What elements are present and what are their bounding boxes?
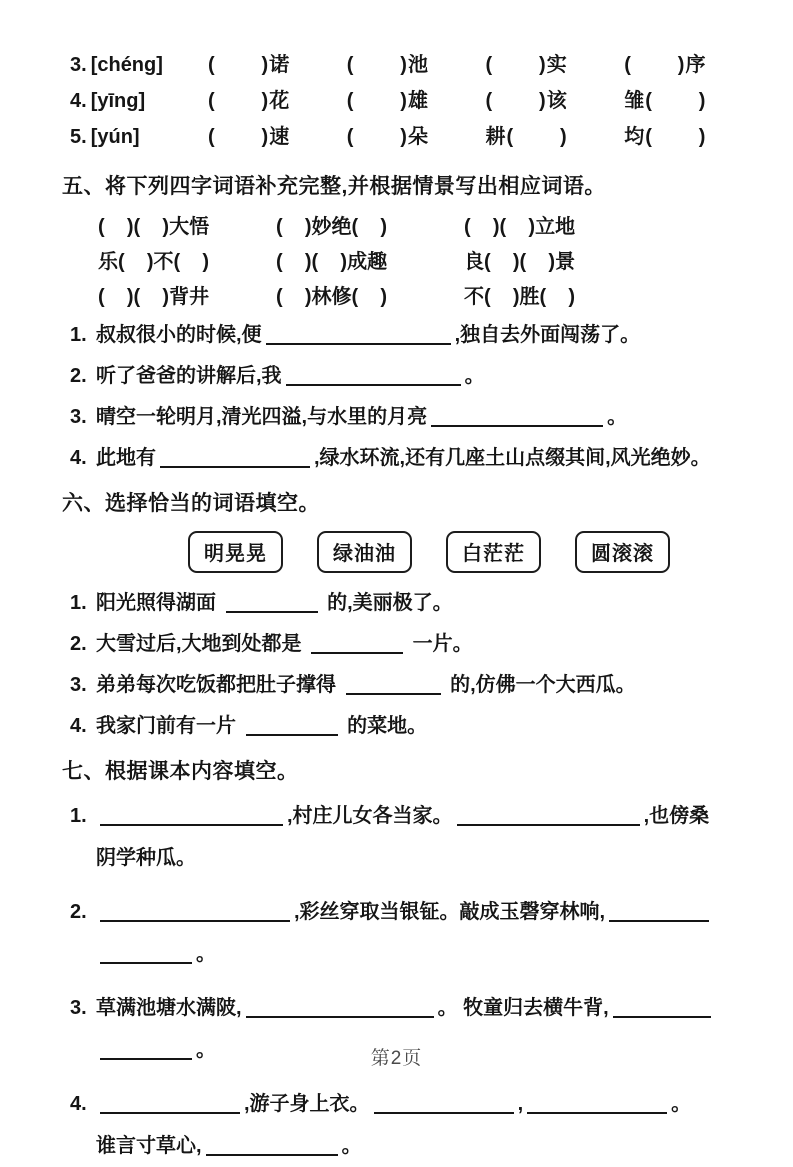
sentence-item	[70, 630, 763, 659]
pinyin-section	[70, 48, 763, 156]
sentence-body	[96, 403, 763, 432]
sentence-item	[70, 589, 763, 618]
text-segment: 阴学种瓜。	[96, 847, 196, 869]
char-blank-group[interactable]: ( )池	[346, 54, 429, 76]
answer-blank[interactable]	[374, 1110, 514, 1114]
item-number: 2.	[70, 633, 87, 655]
text-segment: 。	[196, 943, 216, 965]
text-segment: ,彩丝穿取当银钲。敲成玉磬穿林响,	[294, 901, 606, 923]
char-blank-group[interactable]: ( )速	[208, 126, 291, 148]
idiom-blank[interactable]: ( )林修( )	[276, 286, 388, 308]
item-number: 1.	[70, 805, 87, 827]
text-segment: ,游子身上衣。	[244, 1093, 370, 1115]
word-bank-option: 绿油油	[317, 531, 412, 573]
answer-blank[interactable]	[100, 918, 290, 922]
word-bank	[188, 531, 763, 573]
section-5-title: 五、将下列四字词语补充完整,并根据情景写出相应词语。	[62, 175, 606, 198]
idiom-row	[98, 245, 763, 280]
pinyin-row-4	[70, 84, 763, 120]
pinyin-label: [yún]	[90, 126, 140, 148]
answer-blank[interactable]	[266, 341, 451, 345]
sentence-item	[70, 362, 763, 391]
section-6	[62, 487, 763, 741]
sentence-item	[70, 321, 763, 350]
answer-blank[interactable]	[160, 464, 310, 468]
section-7-title: 七、根据课本内容填空。	[62, 760, 299, 783]
sentence-item	[70, 712, 763, 741]
sentence-item	[70, 403, 763, 432]
sentence-item	[70, 891, 763, 975]
item-number: 4.	[70, 447, 87, 469]
text-segment: 。	[607, 406, 628, 428]
text-segment: ,独自去外面闯荡了。	[454, 324, 641, 346]
item-number: 4.	[70, 715, 87, 737]
item-number: 3.	[70, 54, 87, 76]
word-bank-option: 白茫茫	[446, 531, 541, 573]
item-number: 1.	[70, 324, 87, 346]
sentence-item	[70, 671, 763, 700]
answer-blank[interactable]	[457, 822, 640, 826]
text-segment: ,也傍桑	[643, 805, 710, 827]
text-segment: 我家门前有一片	[96, 715, 242, 737]
text-segment: 。	[464, 365, 485, 387]
sentence-body	[96, 589, 763, 618]
sentence-body	[96, 444, 763, 473]
sentence-body	[96, 630, 763, 659]
idiom-row	[98, 280, 763, 315]
answer-blank[interactable]	[346, 691, 441, 695]
text-segment: 大雪过后,大地到处都是	[96, 633, 308, 655]
pinyin-label: [yīng]	[90, 90, 146, 112]
item-number: 3.	[70, 997, 87, 1019]
text-segment: 。 牧童归去横牛背,	[437, 997, 609, 1019]
answer-blank[interactable]	[100, 960, 192, 964]
idiom-row	[98, 210, 763, 245]
text-segment: 此地有	[96, 447, 156, 469]
sentence-item	[70, 444, 763, 473]
answer-blank[interactable]	[246, 732, 338, 736]
section-5	[62, 170, 763, 473]
sentence-body	[96, 321, 763, 350]
text-segment: ,绿水环流,还有几座土山点缀其间,风光绝妙。	[314, 447, 711, 469]
idiom-blank[interactable]: ( )( )大悟	[98, 216, 210, 238]
text-segment: 一片。	[407, 633, 473, 655]
char-blank-group[interactable]: 均( )	[624, 126, 707, 148]
item-number: 3.	[70, 406, 87, 428]
char-blank-group[interactable]: ( )雄	[346, 90, 429, 112]
item-number: 4.	[70, 1093, 87, 1115]
item-number: 4.	[70, 90, 87, 112]
text-segment: 草满池塘水满陂,	[96, 997, 242, 1019]
pinyin-row-5	[70, 120, 763, 156]
idiom-blank[interactable]: ( )( )立地	[464, 216, 576, 238]
text-segment: 晴空一轮明月,清光四溢,与水里的月亮	[96, 406, 428, 428]
answer-blank[interactable]	[431, 423, 603, 427]
answer-blank[interactable]	[527, 1110, 667, 1114]
sentence-item	[70, 795, 763, 879]
word-bank-option: 圆滚滚	[575, 531, 670, 573]
text-segment: ,	[517, 1093, 524, 1115]
item-number: 3.	[70, 674, 87, 696]
char-blank-group[interactable]: ( )该	[485, 90, 568, 112]
idiom-blank[interactable]: 良( )( )景	[464, 251, 576, 273]
text-segment: 谁言寸草心,	[96, 1135, 202, 1157]
item-number: 5.	[70, 126, 87, 148]
sentence-body	[96, 795, 763, 879]
idiom-blank[interactable]: ( )( )背井	[98, 286, 210, 308]
char-blank-group[interactable]: 耕( )	[485, 126, 568, 148]
char-blank-group[interactable]: ( )序	[624, 54, 707, 76]
text-segment: 。	[341, 1135, 362, 1157]
text-segment: ,村庄儿女各当家。	[287, 805, 453, 827]
answer-blank[interactable]	[226, 609, 318, 613]
text-segment: 的,仿佛一个大西瓜。	[444, 674, 636, 696]
section-6-title: 六、选择恰当的词语填空。	[62, 492, 320, 515]
section-7	[62, 755, 763, 1167]
answer-blank[interactable]	[100, 822, 283, 826]
pinyin-label: [chéng]	[90, 54, 163, 76]
page-number: 第2页	[370, 1048, 423, 1069]
idiom-blank[interactable]: 不( )胜( )	[464, 286, 576, 308]
sentence-body	[96, 671, 763, 700]
text-segment: 阳光照得湖面	[96, 592, 222, 614]
answer-blank[interactable]	[100, 1110, 240, 1114]
answer-blank[interactable]	[286, 382, 461, 386]
pinyin-row-3	[70, 48, 763, 84]
answer-blank[interactable]	[613, 1014, 711, 1018]
item-number: 2.	[70, 901, 87, 923]
answer-blank[interactable]	[206, 1152, 338, 1156]
text-segment: 听了爸爸的讲解后,我	[96, 365, 282, 387]
answer-blank[interactable]	[246, 1014, 434, 1018]
idiom-blank[interactable]: ( )妙绝( )	[276, 216, 388, 238]
sentence-body	[96, 891, 763, 975]
sentence-body	[96, 1083, 763, 1167]
idiom-blank[interactable]: ( )( )成趣	[276, 251, 388, 273]
char-blank-group[interactable]: ( )诺	[208, 54, 291, 76]
word-bank-option: 明晃晃	[188, 531, 283, 573]
char-blank-group[interactable]: ( )朵	[346, 126, 429, 148]
text-segment: 的菜地。	[341, 715, 428, 737]
idiom-blank[interactable]: 乐( )不( )	[98, 251, 210, 273]
item-number: 1.	[70, 592, 87, 614]
item-number: 2.	[70, 365, 87, 387]
sentence-body	[96, 712, 763, 741]
answer-blank[interactable]	[609, 918, 709, 922]
text-segment: 。	[196, 1039, 216, 1061]
sentence-body	[96, 362, 763, 391]
char-blank-group[interactable]: 雏( )	[624, 90, 707, 112]
sentence-item	[70, 1083, 763, 1167]
answer-blank[interactable]	[311, 650, 403, 654]
text-segment: 弟弟每次吃饭都把肚子撑得	[96, 674, 342, 696]
text-segment: 叔叔很小的时候,便	[96, 324, 262, 346]
text-segment: 的,美丽极了。	[321, 592, 453, 614]
text-segment: 。	[671, 1093, 692, 1115]
char-blank-group[interactable]: ( )花	[208, 90, 291, 112]
char-blank-group[interactable]: ( )实	[485, 54, 568, 76]
